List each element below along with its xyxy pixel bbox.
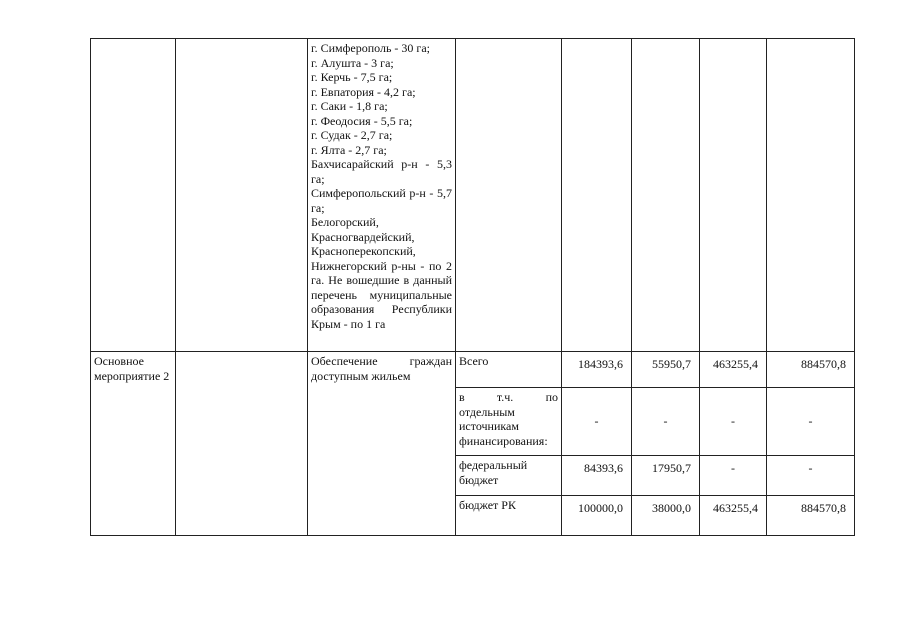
territory-line: г. Судак - 2,7 га; [311, 128, 393, 142]
funding-source-cell: бюджет РК [456, 496, 562, 536]
cell-empty [562, 39, 632, 352]
cell-empty [176, 352, 308, 536]
value-cell: 463255,4 [700, 496, 767, 536]
budget-table [90, 38, 855, 536]
territory-line: г. Саки - 1,8 га; [311, 99, 388, 113]
value-cell: - [562, 388, 632, 456]
territory-line: г. Симферополь - 30 га; [311, 41, 430, 55]
value-cell: 55950,7 [632, 352, 700, 388]
value-cell: - [767, 388, 855, 456]
cell-empty [700, 39, 767, 352]
value-cell: 884570,8 [767, 352, 855, 388]
territory-line: г. Ялта - 2,7 га; [311, 142, 387, 157]
cell-empty [456, 39, 562, 352]
funding-source-cell: в т.ч. по отдельным источникам финансирования: [456, 388, 562, 456]
territory-line: Симферопольский р-н - 5,7 га; [311, 186, 452, 215]
funding-source-cell: федеральный бюджет [456, 456, 562, 496]
territory-line: г. Керчь - 7,5 га; [311, 70, 393, 84]
territory-line: г. Алушта - 3 га; [311, 55, 394, 70]
table-row-total [91, 352, 855, 388]
cell-empty [176, 39, 308, 352]
territory-line: г. Феодосия - 5,5 га; [311, 113, 413, 128]
cell-empty [767, 39, 855, 352]
value-cell: - [632, 388, 700, 456]
value-cell: 17950,7 [632, 456, 700, 496]
activity-name-cell: Основное мероприятие 2 [91, 352, 176, 536]
table-row-territories [91, 39, 855, 352]
value-cell: - [700, 456, 767, 496]
value-cell: 463255,4 [700, 352, 767, 388]
territory-line: г. Евпатория - 4,2 га; [311, 84, 416, 99]
value-cell: - [767, 456, 855, 496]
funding-source-cell: Всего [456, 352, 562, 388]
activity-description-cell: Обеспечение граждан доступным жильем [308, 352, 456, 536]
value-cell: 100000,0 [562, 496, 632, 536]
value-cell: 184393,6 [562, 352, 632, 388]
territory-line: Белогорский, Красногвардейский, Красноперекопский, Нижнегорский р-ны - по 2 га. Не вошедшие в данный перечень муниципальные образования Республики Крым - по 1 га [311, 215, 452, 331]
cell-empty [91, 39, 176, 352]
value-cell: 884570,8 [767, 496, 855, 536]
value-cell: 84393,6 [562, 456, 632, 496]
cell-empty [632, 39, 700, 352]
territory-list-cell [308, 39, 456, 352]
value-cell: 38000,0 [632, 496, 700, 536]
territory-line: Бахчисарайский р-н - 5,3 га; [311, 157, 452, 186]
value-cell: - [700, 388, 767, 456]
